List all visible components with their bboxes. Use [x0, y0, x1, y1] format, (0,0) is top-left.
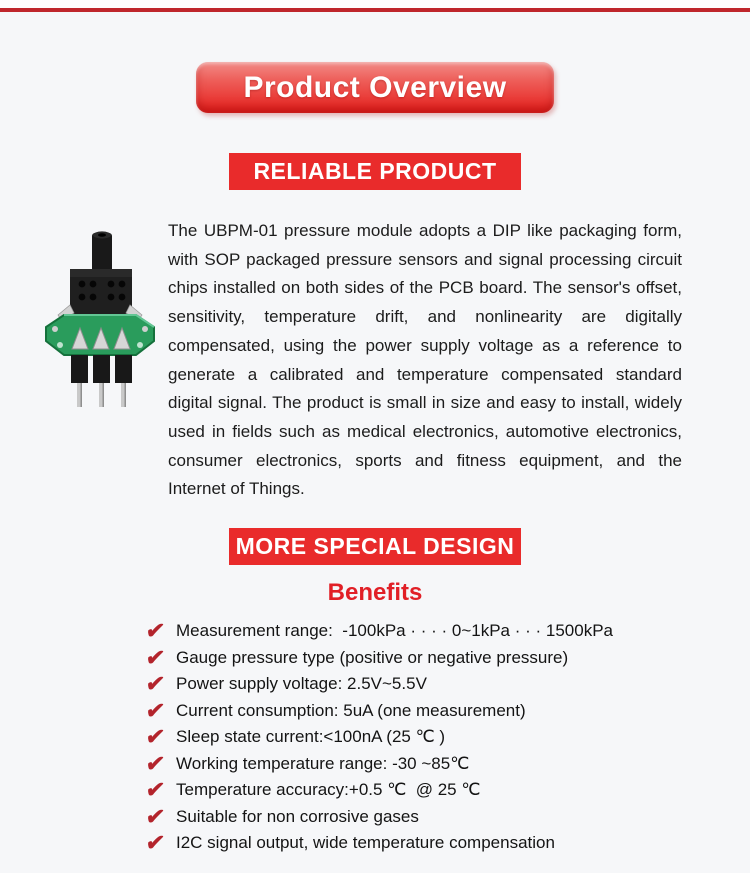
benefit-item [146, 777, 750, 804]
check-icon: ✔ [144, 803, 167, 829]
check-icon: ✔ [144, 777, 167, 803]
reliable-product-label: RELIABLE PRODUCT [253, 158, 497, 184]
benefit-item [146, 830, 750, 857]
benefit-item [146, 618, 750, 645]
benefit-text: Measurement range: -100kPa · · · · 0~1kPa · · · 1500kPa [176, 621, 614, 641]
benefit-text: Sleep state current:<100nA (25 ℃ ) [176, 727, 446, 747]
check-icon: ✔ [144, 618, 167, 644]
top-red-divider [0, 8, 750, 12]
benefits-list [0, 618, 750, 857]
benefit-item [146, 671, 750, 698]
check-icon: ✔ [144, 750, 167, 776]
more-special-design-label: MORE SPECIAL DESIGN [235, 533, 515, 560]
top-white-strip [0, 0, 750, 8]
benefit-text: Current consumption: 5uA (one measurement) [176, 700, 526, 720]
benefit-item [146, 724, 750, 751]
more-special-design-ribbon [229, 528, 521, 565]
product-image [40, 217, 168, 504]
check-icon: ✔ [144, 830, 167, 856]
check-icon: ✔ [144, 697, 167, 723]
benefit-item [146, 804, 750, 831]
reliable-product-ribbon [229, 153, 521, 190]
product-overview-banner [196, 62, 554, 113]
pressure-sensor-image [40, 231, 160, 407]
benefit-text: Temperature accuracy:+0.5 ℃ @ 25 ℃ [176, 780, 481, 800]
benefits-heading: Benefits [327, 579, 423, 607]
overview-content [0, 217, 750, 504]
benefit-item [146, 698, 750, 725]
check-icon: ✔ [144, 724, 167, 750]
check-icon: ✔ [144, 671, 167, 697]
product-description: The UBPM-01 pressure module adopts a DIP like packaging form, with SOP packaged pressure sensors and signal processing circuit chips installed on both sides of the PCB board. The sensor's offset, sensitivity, temperature drift, and nonlinearity are digitally compensated, using the power supply voltage as a reference to generate a calibrated and temperature compensated standard digital signal. The product is small in size and easy to install, widely used in fields such as medical electronics, automotive electronics, consumer electronics, sports and fitness equipment, and the Internet of Things. [168, 221, 682, 499]
benefit-item [146, 645, 750, 672]
benefit-text: Gauge pressure type (positive or negative pressure) [176, 647, 569, 667]
benefit-item [146, 751, 750, 778]
benefit-text: Suitable for non corrosive gases [176, 806, 419, 826]
check-icon: ✔ [144, 644, 167, 670]
benefit-text: Power supply voltage: 2.5V~5.5V [176, 674, 427, 694]
benefit-text: I2C signal output, wide temperature compensation [176, 833, 555, 853]
benefit-text: Working temperature range: -30 ~85℃ [176, 753, 470, 773]
page-title: Product Overview [243, 70, 507, 104]
